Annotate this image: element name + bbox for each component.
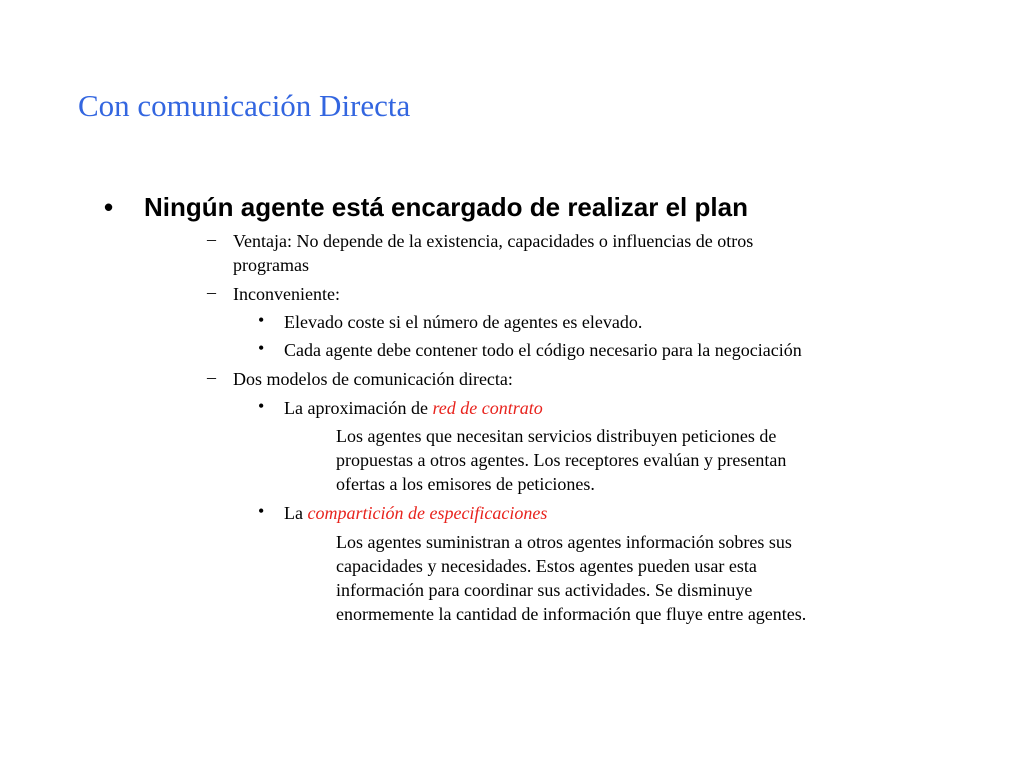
slide-title: Con comunicación Directa <box>78 88 411 123</box>
modelos-label: Dos modelos de comunicación directa: <box>233 369 513 389</box>
bullet-icon: • <box>258 310 265 330</box>
model-2-prefix: La <box>284 503 308 523</box>
ventaja-line-2: programas <box>233 255 309 275</box>
model-2-line: enormemente la cantidad de información que fluye entre agentes. <box>336 604 807 624</box>
dash-icon: – <box>207 367 216 387</box>
inconveniente-item-2: Cada agente debe contener todo el código necesario para la negociación <box>284 340 802 360</box>
model-2-highlight: compartición de especificaciones <box>307 503 548 523</box>
model-2-line: información para coordinar sus actividades. Se disminuye <box>336 580 753 600</box>
model-2 <box>284 501 547 525</box>
ventaja-line-1: Ventaja: No depende de la existencia, capacidades o influencias de otros <box>233 231 754 251</box>
model-2-line: Los agentes suministran a otros agentes información sobres sus <box>336 532 792 552</box>
bullet-icon: • <box>258 396 265 416</box>
model-1-prefix: La aproximación de <box>284 398 433 418</box>
model-1-line: propuestas a otros agentes. Los receptores evalúan y presentan <box>336 450 787 470</box>
bullet-icon: • <box>258 338 265 358</box>
model-1-line: ofertas a los emisores de peticiones. <box>336 474 595 494</box>
model-1-highlight: red de contrato <box>432 398 543 418</box>
inconveniente-item-1: Elevado coste si el número de agentes es elevado. <box>284 312 643 332</box>
dash-icon: – <box>207 229 216 249</box>
bullet-icon: • <box>104 192 114 222</box>
model-1-description <box>336 424 926 496</box>
main-bullet-text: Ningún agente está encargado de realizar el plan <box>144 192 748 222</box>
dash-icon: – <box>207 282 216 302</box>
model-2-description <box>336 530 926 626</box>
model-2-line: capacidades y necesidades. Estos agentes pueden usar esta <box>336 556 757 576</box>
model-1-line: Los agentes que necesitan servicios distribuyen peticiones de <box>336 426 777 446</box>
model-1 <box>284 396 543 420</box>
bullet-icon: • <box>258 501 265 521</box>
inconveniente-label: Inconveniente: <box>233 284 340 304</box>
